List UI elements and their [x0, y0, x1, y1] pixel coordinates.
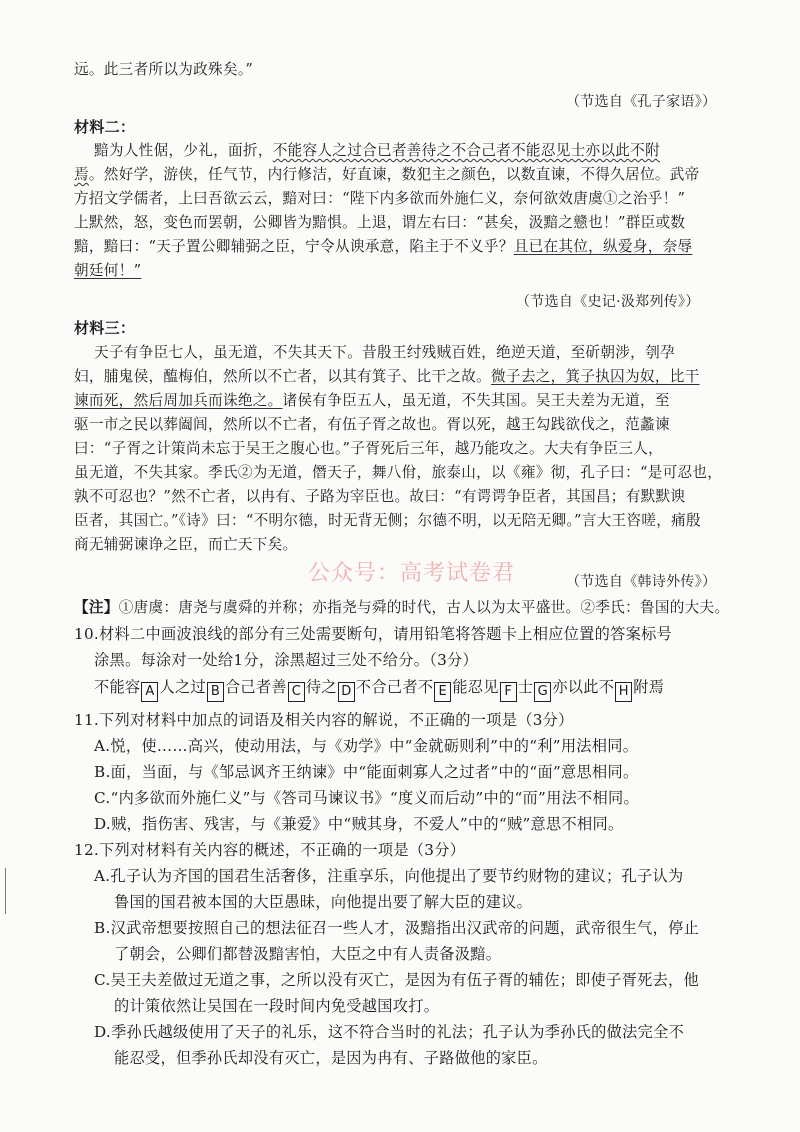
wavy-line-passage: 不能容人之过合已者善待之不合己者不能忍见士亦以此不附 [272, 142, 660, 159]
q10-segment: 待之 [305, 678, 337, 696]
source-shiji: （节选自《史记·汲郑列传》） [516, 294, 700, 310]
answer-box-d[interactable]: D [338, 682, 355, 702]
answer-box-e[interactable]: E [434, 682, 451, 702]
material2-line [74, 261, 141, 281]
q12-option-d[interactable]: D.季孙氏越级使用了天子的礼乐，这不符合当时的礼法；孔子认为季孙氏的做法完全不 [94, 1023, 685, 1041]
underlined-sentence: 且已在其位，纵爱身，奈辱 [513, 238, 693, 255]
material2-line [94, 141, 660, 161]
answer-box-g[interactable]: G [534, 682, 551, 702]
q12-option-d-cont: 能忍受，但季孙氏却没有灭亡，是因为冉有、子路做他的家臣。 [114, 1049, 548, 1067]
material3-line: 虽无道，不失其家。季氏②为无道，僭天子，舞八佾，旅泰山，以《雍》彻，孔子曰：“是可忍也， [74, 464, 723, 481]
underlined-sentence-end: 朝廷何！” [74, 262, 142, 279]
underlined-sentence-end: 谏而死，然后周加兵而诛绝之。 [74, 392, 283, 409]
material3-line: 驱一市之民以葬阖闾，然所以不亡者，有伍子胥之故也。胥以死，越王勾践欲伐之，范蠡谏 [74, 416, 670, 433]
scan-margin-mark [5, 868, 6, 914]
material2-text: 黯为人性倨，少礼，面折， [94, 142, 273, 159]
material2-heading: 材料二： [74, 118, 136, 136]
material3-line: 商无辅弼谏诤之臣，而亡天下矣。 [74, 536, 298, 553]
answer-box-h[interactable]: H [615, 682, 632, 702]
q10-segment: 人之过 [159, 678, 206, 696]
q12-option-c[interactable]: C.吴王夫差做过无道之事，之所以没有灭亡，是因为有伍子胥的辅佐；即使子胥死去，他 [94, 971, 700, 989]
material1-last-line: 远。此三者所以为政殊矣。” [74, 61, 254, 78]
q12-option-c-cont: 的计策依然让吴国在一段时间内免受越国攻打。 [114, 997, 440, 1015]
material3-text: 妇，脯鬼侯，醢梅伯，然所以不亡者，以其有箕子、比干之故。 [74, 368, 492, 385]
material2-line [74, 165, 700, 185]
q10-segment: 不合己者不 [355, 678, 434, 696]
material3-text: 诸侯有争臣五人，虽无道，不失其国。吴王夫差为无道，至 [282, 392, 670, 409]
answer-box-f[interactable]: F [500, 682, 517, 702]
q12-option-a-cont: 鲁国的国君被本国的大臣愚昧，向他提出要了解大臣的建议。 [114, 893, 533, 911]
material3-line [74, 367, 700, 387]
q11-stem: 11.下列对材料中加点的词语及相关内容的解说，不正确的一项是（3分） [74, 711, 574, 729]
q11-option-c[interactable]: C.“内多欲而外施仁义”与《答司马谏议书》“度义而后动”中的“而”用法不相同。 [94, 789, 640, 807]
material3-line: 天子有争臣七人，虽无道，不失其天下。昔殷王纣残贼百姓，绝逆天道，至斫朝涉，刳孕 [94, 344, 675, 361]
footnote-text: ①唐虞：唐尧与虞舜的并称；亦指尧与舜的时代，古人以为太平盛世。②季氏：鲁国的大夫。 [118, 599, 730, 616]
q10-segment: 能忍见 [452, 678, 499, 696]
material2-text: 。然好学，游侠，任气节，内行修洁，好直谏，数犯主之颜色，以数直谏，不得久居位。武帝 [88, 166, 700, 183]
q10-segment: 不能容 [94, 678, 141, 696]
material3-line: 曰：“子胥之计策尚未忘于吴王之腹心也。”子胥死后三年，越乃能攻之。大夫有争臣三人， [74, 440, 664, 457]
q10-segment: 合己者善 [224, 678, 287, 696]
q10-stem: 10.材料二中画波浪线的部分有三处需要断句，请用铅笔将答题卡上相应位置的答案标号 [74, 625, 673, 643]
material2-text: 黯，黯曰：“天子置公卿辅弼之臣，宁令从谀承意，陷主于不义乎？ [74, 238, 514, 255]
q11-option-b[interactable]: B.面，当面，与《邹忌讽齐王纳谏》中“能面刺寡人之过者”中的“面”意思相同。 [94, 763, 639, 781]
q11-option-a[interactable]: A.悦，使……高兴，使动用法，与《劝学》中“金就砺则利”中的“利”用法相同。 [94, 737, 639, 755]
material3-line: 孰不可忍也？”然不亡者，以冉有、子路为宰臣也。故曰：“有谔谔争臣者，其国昌；有默默谀 [74, 488, 686, 505]
q10-segment: 附焉 [633, 678, 665, 696]
footnote [74, 598, 729, 618]
q12-option-a[interactable]: A.孔子认为齐国的国君生活奢侈，注重享乐，向他提出了要节约财物的建议；孔子认为 [94, 867, 684, 885]
material2-line: 方招文学儒者，上曰吾欲云云，黯对曰：“陛下内多欲而外施仁义，奈何欲效唐虞①之治乎！” [74, 190, 686, 207]
material3-heading: 材料三： [74, 319, 136, 337]
q11-option-d[interactable]: D.贼，指伤害、残害，与《兼爱》中“贼其身，不爱人”中的“贼”意思不相同。 [94, 815, 624, 833]
q12-option-b-cont: 了朝会，公卿们都替汲黯害怕，大臣之中有人责备汲黯。 [114, 945, 502, 963]
material2-line: 上默然，怒，变色而罢朝，公卿皆为黯惧。上退，谓左右曰：“甚矣，汲黯之戆也！”群臣或数 [74, 214, 686, 231]
footnote-label: 【注】 [74, 599, 119, 616]
q12-stem: 12.下列对材料有关内容的概述，不正确的一项是（3分） [74, 841, 466, 859]
q10-segment: 士 [517, 678, 534, 696]
underlined-sentence: 微子去之，箕子执囚为奴，比干 [491, 368, 700, 385]
watermark: 公众号：高考试卷君 [308, 561, 516, 586]
answer-box-c[interactable]: C [288, 682, 305, 702]
source-hanshi-waizhuan: （节选自《韩诗外传》） [566, 574, 717, 590]
q10-stem-cont: 涂黑。每涂对一处给1分，涂黑超过三处不给分。（3分） [94, 651, 479, 669]
q10-sentence-with-boxes [94, 677, 664, 702]
material3-line [74, 391, 670, 411]
q10-segment: 亦以此不 [552, 678, 615, 696]
answer-box-a[interactable]: A [141, 682, 158, 702]
material3-line: 臣者，其国亡。”《诗》曰：“不明尔德，时无背无侧；尔德不明，以无陪无卿。”言大王咨嗟，痛殷 [74, 512, 701, 529]
q12-option-b[interactable]: B.汉武帝想要按照自己的想法征召一些人才，汲黯指出汉武帝的问题，武帝很生气，停止 [94, 919, 700, 937]
material2-line [74, 237, 692, 257]
source-kongzi-jiayu: （节选自《孔子家语》） [566, 94, 717, 110]
wavy-line-passage-end: 焉 [74, 166, 89, 183]
answer-box-b[interactable]: B [207, 682, 224, 702]
